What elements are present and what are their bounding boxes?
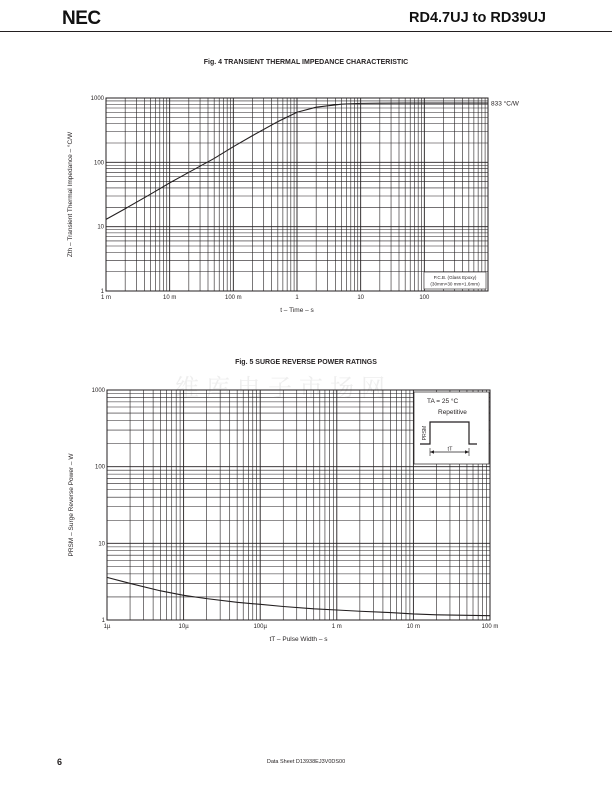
pcb-note-line: (30mm×30 mm×1.6mm) <box>430 281 480 287</box>
fig4-chart <box>0 80 612 330</box>
pulse-width-label: tT <box>447 446 453 453</box>
x-tick-label: 100 m <box>481 624 499 630</box>
fig5-chart <box>0 380 612 660</box>
y-axis-label: PRSM – Surge Reverse Power – W <box>68 453 75 557</box>
repetitive-label: Repetitive <box>438 409 467 416</box>
footer-docid: Data Sheet D13938EJ3V0DS00 <box>266 759 346 765</box>
watermark: 维库电子市场网 <box>175 374 392 402</box>
y-tick-label: 100 <box>93 160 104 167</box>
x-tick-label: 1µ <box>103 624 111 630</box>
fig4-title: Fig. 4 TRANSIENT THERMAL IMPEDANCE CHARACTERISTIC <box>203 59 409 66</box>
y-tick-label: 1 <box>100 289 104 295</box>
x-tick-label: 1 m <box>331 624 342 630</box>
y-axis-label: Zth – Transient Thermal Impedance – °C/W <box>67 131 74 258</box>
y-tick-label: 10 <box>97 224 104 231</box>
x-tick-label: 100 m <box>224 295 242 301</box>
x-axis-label: t – Time – s <box>280 307 314 314</box>
saturation-annotation: 833 °C/W <box>491 100 519 108</box>
x-tick-label: 100 <box>419 295 430 301</box>
ambient-temperature-label: TA = 25 °C <box>427 398 459 405</box>
page-number: 6 <box>57 757 63 767</box>
x-tick-label: 1 m <box>100 295 112 301</box>
y-tick-label: 1000 <box>90 96 104 102</box>
x-tick-label: 1 <box>295 295 299 301</box>
x-axis-label: tT – Pulse Width – s <box>269 636 328 643</box>
pcb-note-line: P.C.B. (Glass Epoxy) <box>433 275 477 280</box>
x-tick-label: 10µ <box>178 624 189 630</box>
y-tick-label: 1000 <box>91 388 105 394</box>
y-tick-label: 10 <box>98 541 105 548</box>
y-tick-label: 100 <box>94 464 105 471</box>
series-line-prsm <box>107 577 490 615</box>
x-tick-label: 100µ <box>253 624 267 630</box>
fig5-title: Fig. 5 SURGE REVERSE POWER RATINGS <box>235 359 377 366</box>
grid-lines <box>106 98 488 291</box>
x-tick-label: 10 m <box>162 295 177 301</box>
y-tick-label: 1 <box>101 618 105 624</box>
nec-logo: NEC <box>62 8 101 29</box>
pulse-amplitude-label: PRSM <box>422 425 428 441</box>
x-tick-label: 10 m <box>406 624 421 630</box>
x-tick-label: 10 <box>357 295 365 301</box>
document-title: RD4.7UJ to RD39UJ <box>409 10 546 26</box>
header-divider <box>0 31 612 32</box>
